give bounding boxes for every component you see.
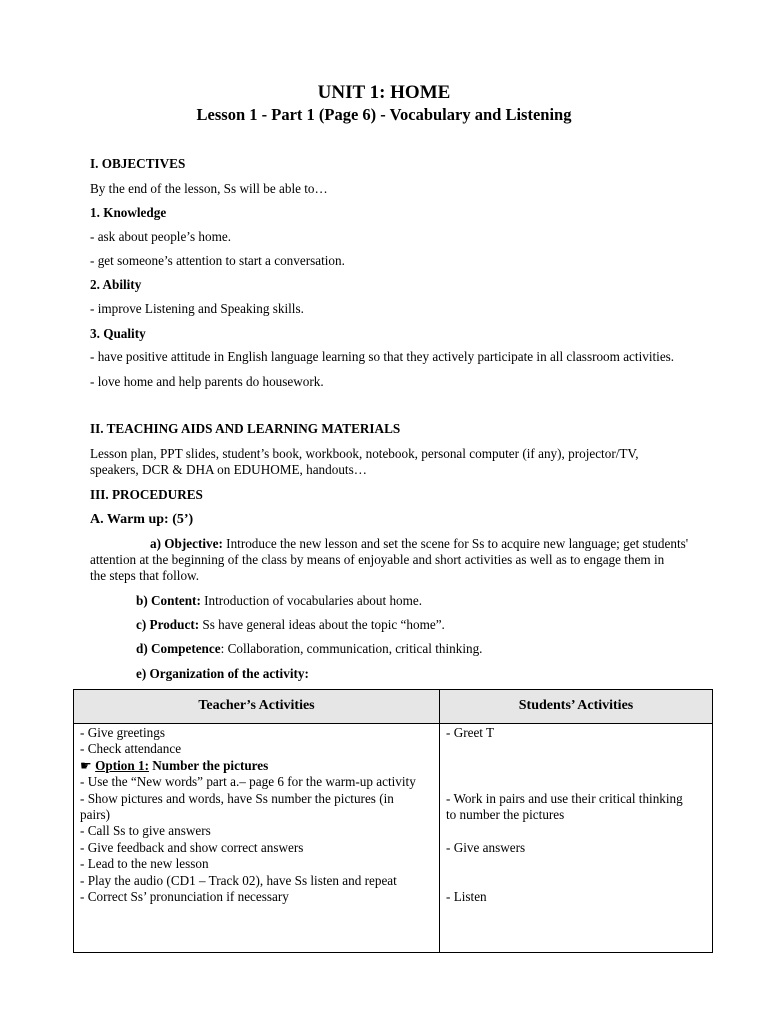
quality-item: - love home and help parents do housework. <box>90 374 324 389</box>
product-line <box>136 617 445 633</box>
lesson-title: Lesson 1 - Part 1 (Page 6) - Vocabulary and Listening <box>196 105 572 124</box>
student-step: to number the pictures <box>446 806 565 822</box>
teacher-activities-cell <box>74 724 440 953</box>
teacher-step: - Use the “New words” part a.– page 6 for the warm-up activity <box>80 774 416 790</box>
table-row <box>74 724 713 953</box>
student-step: - Listen <box>446 888 487 904</box>
option-line <box>80 758 433 774</box>
spacer <box>446 823 706 839</box>
product-label: c) Product: <box>136 617 200 632</box>
warm-up-heading: A. Warm up: (5’) <box>90 512 194 527</box>
teacher-step: - Lead to the new lesson <box>80 856 209 872</box>
ability-item: - improve Listening and Speaking skills. <box>90 301 304 316</box>
quality-item: - have positive attitude in English language learning so that they actively participate in all classroom activities. <box>90 349 675 364</box>
content-text: Introduction of vocabularies about home. <box>200 593 423 608</box>
teacher-step: - Give greetings <box>80 725 165 740</box>
activity-table <box>73 689 713 953</box>
teacher-step: - Correct Ss’ pronunciation if necessary <box>80 889 289 905</box>
spacer <box>446 758 706 774</box>
objective-label: a) Objective: <box>150 536 223 551</box>
knowledge-item: - get someone’s attention to start a conversation. <box>90 253 345 268</box>
objectives-heading: I. OBJECTIVES <box>90 156 186 171</box>
spacer <box>446 741 706 757</box>
competence-text: : Collaboration, communication, critical thinking. <box>220 641 483 656</box>
objective-line: attention at the beginning of the class by means of enjoyable and short activities as well as to engage them in <box>90 552 665 567</box>
knowledge-item: - ask about people’s home. <box>90 229 231 244</box>
competence-line <box>136 641 482 657</box>
objectives-intro: By the end of the lesson, Ss will be able to… <box>90 181 328 196</box>
knowledge-heading: 1. Knowledge <box>90 205 167 220</box>
product-text: Ss have general ideas about the topic “home”. <box>199 617 445 632</box>
teacher-step: pairs) <box>80 807 111 823</box>
teacher-step: - Call Ss to give answers <box>80 823 211 839</box>
table-header-row <box>74 690 713 724</box>
procedures-heading: III. PROCEDURES <box>90 487 203 502</box>
option-label: Option 1: <box>95 757 149 773</box>
teacher-step: - Play the audio (CD1 – Track 02), have Ss listen and repeat <box>80 872 397 888</box>
students-activities-cell <box>440 724 713 953</box>
teaching-aids-line: Lesson plan, PPT slides, student’s book, workbook, notebook, personal computer (if any), projector/TV, <box>90 446 639 461</box>
content-line <box>136 593 422 609</box>
spacer <box>446 873 706 889</box>
unit-title: UNIT 1: HOME <box>317 82 451 103</box>
teacher-step: - Give feedback and show correct answers <box>80 839 304 855</box>
teacher-activities-header: Teacher’s Activities <box>74 690 440 724</box>
spacer <box>446 856 706 872</box>
student-step: - Give answers <box>446 839 526 855</box>
content-label: b) Content: <box>136 593 201 608</box>
student-step: - Work in pairs and use their critical thinking <box>446 790 683 806</box>
ability-heading: 2. Ability <box>90 277 142 292</box>
quality-heading: 3. Quality <box>90 326 146 341</box>
student-step: - Greet T <box>446 725 495 740</box>
students-activities-header: Students’ Activities <box>440 690 713 724</box>
pointing-hand-icon: ☛ <box>80 757 92 773</box>
teaching-aids-heading: II. TEACHING AIDS AND LEARNING MATERIALS <box>90 421 401 436</box>
objective-line: the steps that follow. <box>90 568 200 583</box>
teaching-aids-line: speakers, DCR & DHA on EDUHOME, handouts… <box>90 462 367 477</box>
teacher-step: - Show pictures and words, have Ss number the pictures (in <box>80 790 394 806</box>
objective-text: Introduce the new lesson and set the scene for Ss to acquire new language; get students' <box>222 536 689 551</box>
organization-label: e) Organization of the activity: <box>136 666 309 681</box>
competence-label: d) Competence <box>136 641 221 656</box>
spacer <box>446 774 706 790</box>
objective-line <box>150 536 688 552</box>
teacher-step: - Check attendance <box>80 741 182 757</box>
option-title: Number the pictures <box>148 757 269 773</box>
